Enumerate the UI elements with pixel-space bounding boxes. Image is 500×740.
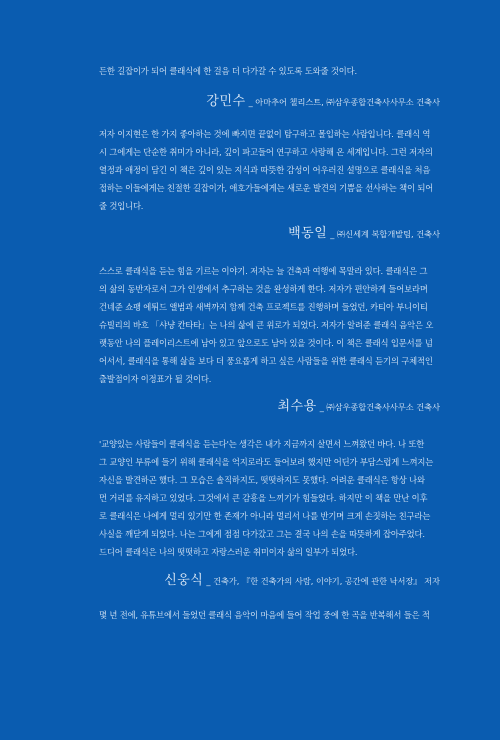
endorsement-paragraph xyxy=(99,62,439,80)
text-line: 드디어 클래식은 나의 떳떳하고 자랑스러운 취미이자 삶의 일부가 되었다. xyxy=(99,547,358,557)
text-line: 의 삶의 동반자로서 그가 인생에서 추구하는 것을 완성하게 한다. 저자가 편안하게 들어보라며 xyxy=(99,284,428,294)
endorser-name: 신웅식 xyxy=(164,573,204,588)
endorser-signature xyxy=(288,222,440,241)
text-line: 건네준 쇼팽 에튀드 앨범과 새벽까지 함께 건축 프로젝트를 진행하며 들었던, 카티아 부니이티 xyxy=(99,302,428,312)
endorsement-paragraph xyxy=(99,262,439,388)
text-line: 저자 이지현은 한 가지 좋아하는 것에 빠지면 끝없이 탐구하고 몰입하는 사람입니다. 클래식 역 xyxy=(99,129,431,139)
endorser-signature xyxy=(206,90,440,109)
text-line: 스스로 클래식을 듣는 힘을 기르는 이야기. 저자는 늘 건축과 여행에 목말라 있다. 클래식은 그 xyxy=(99,266,428,276)
text-line: 먼 거리를 유지하고 있었다. 그것에서 큰 감흥을 느끼기가 힘들었다. 하지만 이 책을 만난 이후 xyxy=(99,493,428,503)
endorsement-paragraph xyxy=(99,606,439,624)
text-line: 몇 년 전에, 유튜브에서 들었던 클래식 음악이 마음에 들어 작업 중에 한 곡을 반복해서 들은 적 xyxy=(99,610,430,620)
endorser-name: 백동일 xyxy=(288,226,328,241)
text-line: 든한 길잡이가 되어 클래식에 한 걸음 더 다가갈 수 있도록 도와줄 것이다. xyxy=(99,66,357,76)
endorser-role: _ ㈜삼우종합건축사사무소 건축사 xyxy=(319,402,440,412)
text-line: 로 클래식은 나에게 멀리 있기만 한 존재가 아니라 멀리서 나를 반기며 크게 손짓하는 친구라는 xyxy=(99,511,431,521)
text-line: 시 그에게는 단순한 취미가 아니라, 깊이 파고들어 연구하고 사랑해 온 세계입니다. 그런 저자의 xyxy=(99,147,433,157)
text-line: 그 교양인 부류에 들기 위해 클래식을 억지로라도 들어보려 했지만 어딘가 부담스럽게 느껴지는 xyxy=(99,457,434,467)
text-line: '교양있는 사람들이 클래식을 듣는다'는 생각은 내가 지금까지 살면서 느껴왔던 바다. 나 또한 xyxy=(99,439,425,449)
endorser-role: _ 건축가, 『한 건축가의 사람, 이야기, 공간에 관한 낙서장』 저자 xyxy=(206,576,440,586)
text-line: 어서서, 클래식을 통해 삶을 보다 더 풍요롭게 하고 싶은 사람들을 위한 클래식 듣기의 구체적인 xyxy=(99,356,433,366)
text-line: 자신을 발견하곤 했다. 그 모습은 솔직하지도, 떳떳하지도 못했다. 어려운 클래식은 항상 나와 xyxy=(99,475,425,485)
text-line: 접하는 이들에게는 친절한 길잡이가, 애호가들에게는 새로운 발견의 기쁨을 선사하는 책이 되어 xyxy=(99,183,434,193)
endorser-signature xyxy=(278,395,441,414)
text-line: 열정과 애정이 담긴 이 책은 깊이 있는 지식과 따뜻한 감성이 어우러진 설명으로 클래식을 처음 xyxy=(99,165,431,175)
endorser-role: _ ㈜신세계 복합개발팀, 건축사 xyxy=(330,229,440,239)
text-line: 사실을 깨닫게 되었다. 나는 그에게 점점 다가갔고 그는 결국 나의 손을 따뜻하게 잡아주었다. xyxy=(99,529,425,539)
endorser-name: 최수용 xyxy=(277,399,317,414)
endorsement-paragraph xyxy=(99,435,439,561)
text-line: 랫동안 나의 플레이리스트에 남아 있고 앞으로도 남아 있을 것이다. 이 책은 클래식 입문서를 넘 xyxy=(99,338,433,348)
endorser-signature xyxy=(164,569,440,588)
endorser-role: _ 아마추어 첼리스트, ㈜삼우종합건축사사무소 건축사 xyxy=(248,97,440,107)
endorser-name: 강민수 xyxy=(206,94,246,109)
text-line: 슈빌리의 바흐 「샤냥 칸타타」는 나의 삶에 큰 위로가 되었다. 저자가 알려준 클래식 음악은 오 xyxy=(99,320,434,330)
text-line: 출발점이자 이정표가 될 것이다. xyxy=(99,374,212,384)
endorsement-paragraph xyxy=(99,125,439,215)
text-line: 줄 것입니다. xyxy=(99,201,144,211)
